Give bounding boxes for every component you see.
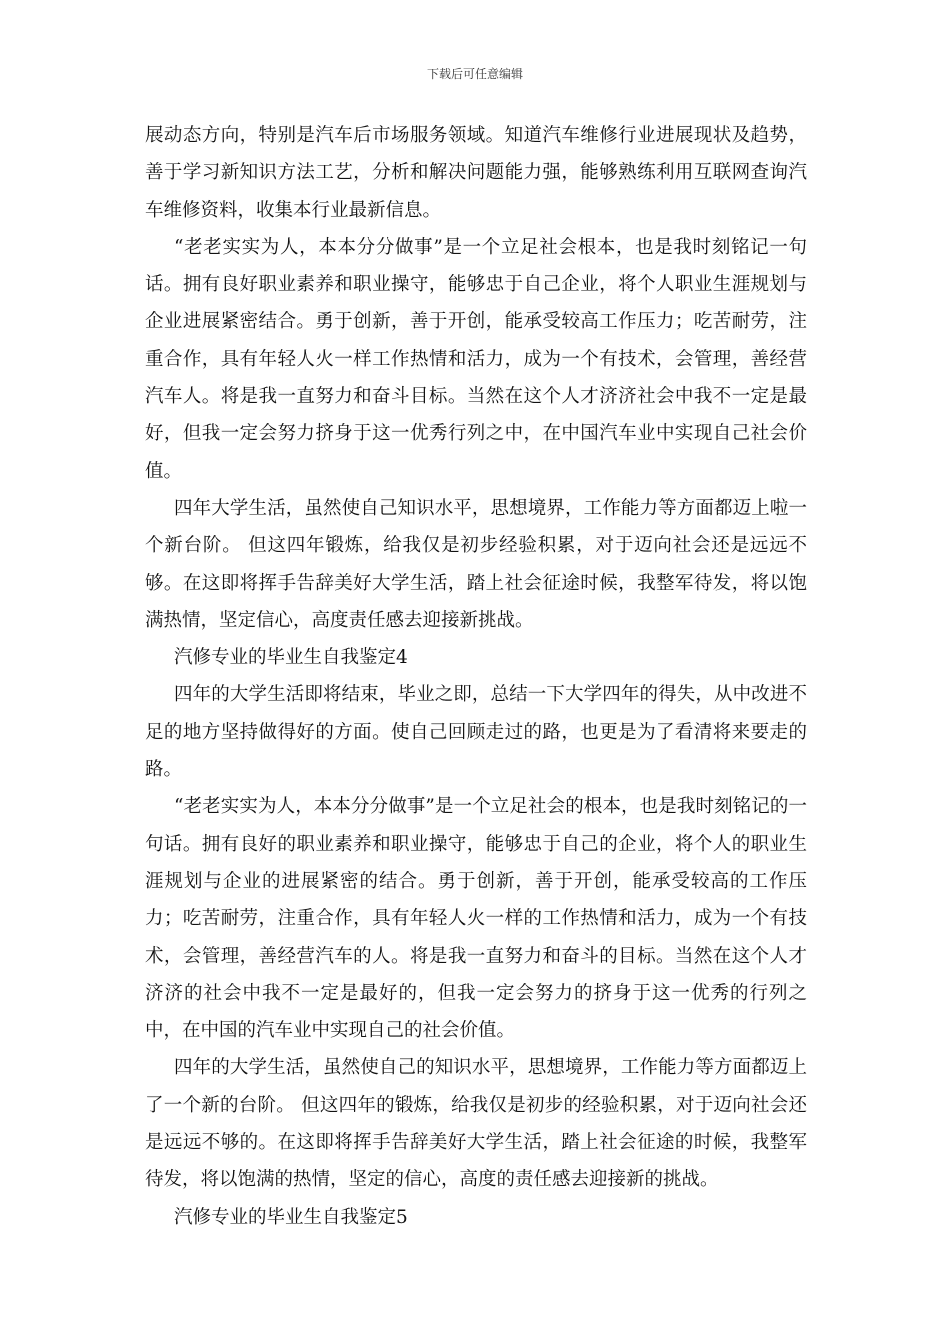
paragraph-continuation: 展动态方向，特别是汽车后市场服务领域。知道汽车维修行业进展现状及趋势，善于学习新知识方法工艺，分析和解决问题能力强，能够熟练利用互联网查询汽车维修资料，收集本行业最新信息。 — [145, 125, 807, 221]
section-heading-4: 汽修专业的毕业生自我鉴定4 — [174, 647, 408, 669]
paragraph-intro-4: 四年的大学生活即将结束，毕业之即，总结一下大学四年的得失，从中改进不足的地方坚持做得好的方面。使自己回顾走过的路，也更是为了看清将来要走的路。 — [145, 684, 807, 781]
section-heading-5: 汽修专业的毕业生自我鉴定5 — [174, 1206, 408, 1228]
paragraph-university-life-1: 四年大学生活，虽然使自己知识水平，思想境界，工作能力等方面都迈上啦一个新台阶。 但这四年锻炼，给我仅是初步经验积累，对于迈向社会还是远远不够。在这即将挥手告辞美好大学生活，踏上社会征途时候，我整军待发，将以饱满热情，坚定信心，高度责任感去迎接新挑战。 — [145, 497, 807, 631]
page-header: 下载后可任意编辑 — [426, 67, 523, 81]
paragraph-motto-1: “老老实实为人，本本分分做事”是一个立足社会根本，也是我时刻铭记一句话。拥有良好职业素养和职业操守，能够忠于自己企业，将个人职业生涯规划与企业进展紧密结合。勇于创新，善于开创，能承受较高工作压力；吃苦耐劳，注重合作，具有年轻人火一样工作热情和活力，成为一个有技术，会管理，善经营汽车人。将是我一直努力和奋斗目标。当然在这个人才济济社会中我不一定是最好，但我一定会努力挤身于这一优秀行列之中，在中国汽车业中实现自己社会价值。 — [145, 236, 807, 482]
paragraph-motto-4: “老老实实为人，本本分分做事”是一个立足社会的根本，也是我时刻铭记的一句话。拥有良好的职业素养和职业操守，能够忠于自己的企业，将个人的职业生涯规划与企业的进展紧密的结合。勇于创新，善于开创，能承受较高的工作压力；吃苦耐劳，注重合作，具有年轻人火一样的工作热情和活力，成为一个有技术，会管理，善经营汽车的人。将是我一直努力和奋斗的目标。当然在这个人才济济的社会中我不一定是最好的，但我一定会努力的挤身于这一优秀的行列之中，在中国的汽车业中实现自己的社会价值。 — [145, 796, 807, 1042]
document-body — [145, 117, 807, 1236]
paragraph-university-life-4: 四年的大学生活，虽然使自己的知识水平，思想境界，工作能力等方面都迈上了一个新的台阶。 但这四年的锻炼，给我仅是初步的经验积累，对于迈向社会还是远远不够的。在这即将挥手告辞美好大学生活，踏上社会征途的时候，我整军待发，将以饱满的热情，坚定的信心，高度的责任感去迎接新的挑战。 — [145, 1057, 807, 1191]
